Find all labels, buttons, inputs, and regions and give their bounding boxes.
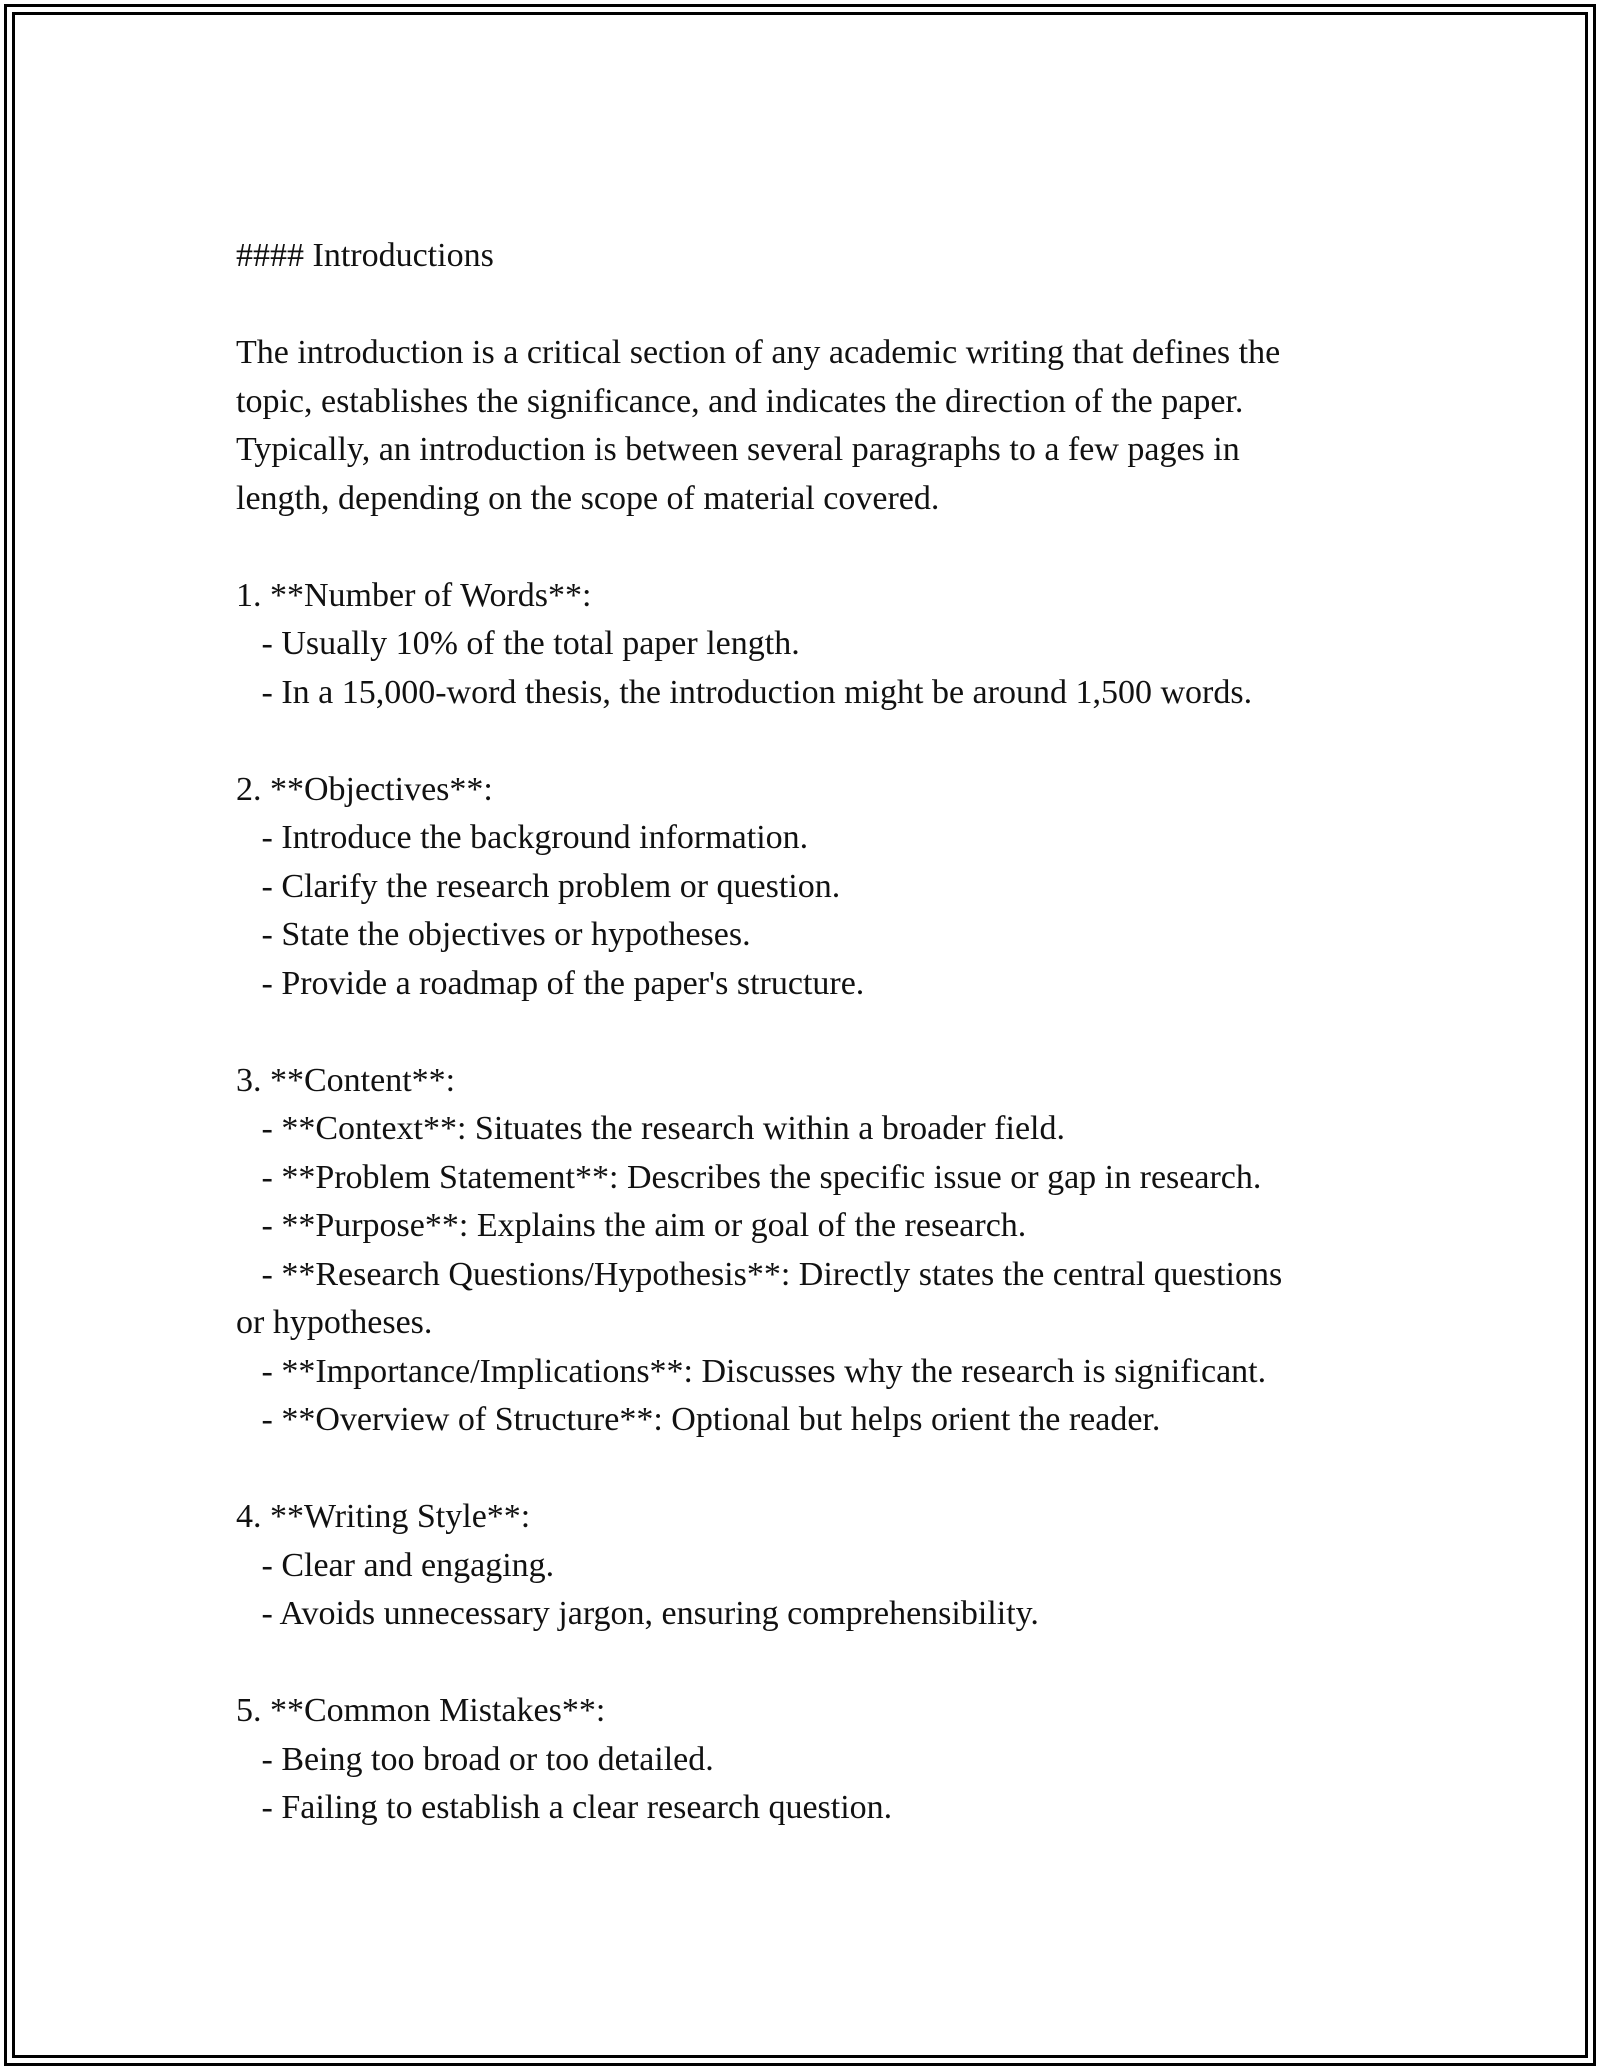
document-body	[236, 232, 1376, 1833]
spacer	[236, 523, 1376, 572]
list-item: - Clarify the research problem or question.	[236, 867, 841, 905]
list-item: - Clear and engaging.	[236, 1546, 555, 1584]
list-item: - Failing to establish a clear research question.	[236, 1789, 893, 1826]
list-item: - Provide a roadmap of the paper's structure.	[236, 964, 865, 1002]
intro-line: Typically, an introduction is between several paragraphs to a few pages in	[236, 431, 1240, 468]
list-item: - **Purpose**: Explains the aim or goal of the research.	[236, 1207, 1027, 1244]
list-item-continuation: or hypotheses.	[236, 1304, 433, 1341]
list-section-title: 4. **Writing Style**:	[236, 1498, 531, 1535]
list-item: - Introduce the background information.	[236, 819, 809, 856]
list-section-writing-style	[236, 1493, 1376, 1639]
list-section-title: 5. **Common Mistakes**:	[236, 1692, 606, 1729]
list-section-common-mistakes	[236, 1687, 1376, 1833]
list-item: - Usually 10% of the total paper length.	[236, 625, 800, 662]
list-item: - Avoids unnecessary jargon, ensuring comprehensibility.	[236, 1595, 1039, 1632]
list-item: - **Context**: Situates the research within a broader field.	[236, 1110, 1065, 1147]
intro-paragraph	[236, 329, 1376, 523]
list-item: - **Importance/Implications**: Discusses why the research is significant.	[236, 1352, 1267, 1390]
list-section-title: 2. **Objectives**:	[236, 770, 493, 808]
spacer	[236, 281, 1376, 330]
intro-line: length, depending on the scope of material covered.	[236, 479, 940, 517]
list-section-title: 1. **Number of Words**:	[236, 576, 592, 614]
list-item: - **Problem Statement**: Describes the specific issue or gap in research.	[236, 1158, 1262, 1196]
spacer	[236, 717, 1376, 766]
intro-line: topic, establishes the significance, and indicates the direction of the paper.	[236, 382, 1244, 420]
list-section-number-of-words	[236, 572, 1376, 718]
spacer	[236, 1445, 1376, 1494]
list-section-content	[236, 1057, 1376, 1445]
spacer	[236, 1008, 1376, 1057]
list-item: - **Overview of Structure**: Optional but helps orient the reader.	[236, 1401, 1161, 1438]
list-section-objectives	[236, 766, 1376, 1009]
spacer	[236, 1639, 1376, 1688]
list-item: - **Research Questions/Hypothesis**: Directly states the central questions	[236, 1255, 1283, 1293]
intro-line: The introduction is a critical section of any academic writing that defines the	[236, 334, 1281, 371]
list-item: - State the objectives or hypotheses.	[236, 916, 751, 953]
list-item: - Being too broad or too detailed.	[236, 1740, 714, 1778]
list-section-title: 3. **Content**:	[236, 1061, 456, 1099]
section-heading: #### Introductions	[236, 237, 494, 274]
list-item: - In a 15,000-word thesis, the introduction might be around 1,500 words.	[236, 673, 1253, 711]
